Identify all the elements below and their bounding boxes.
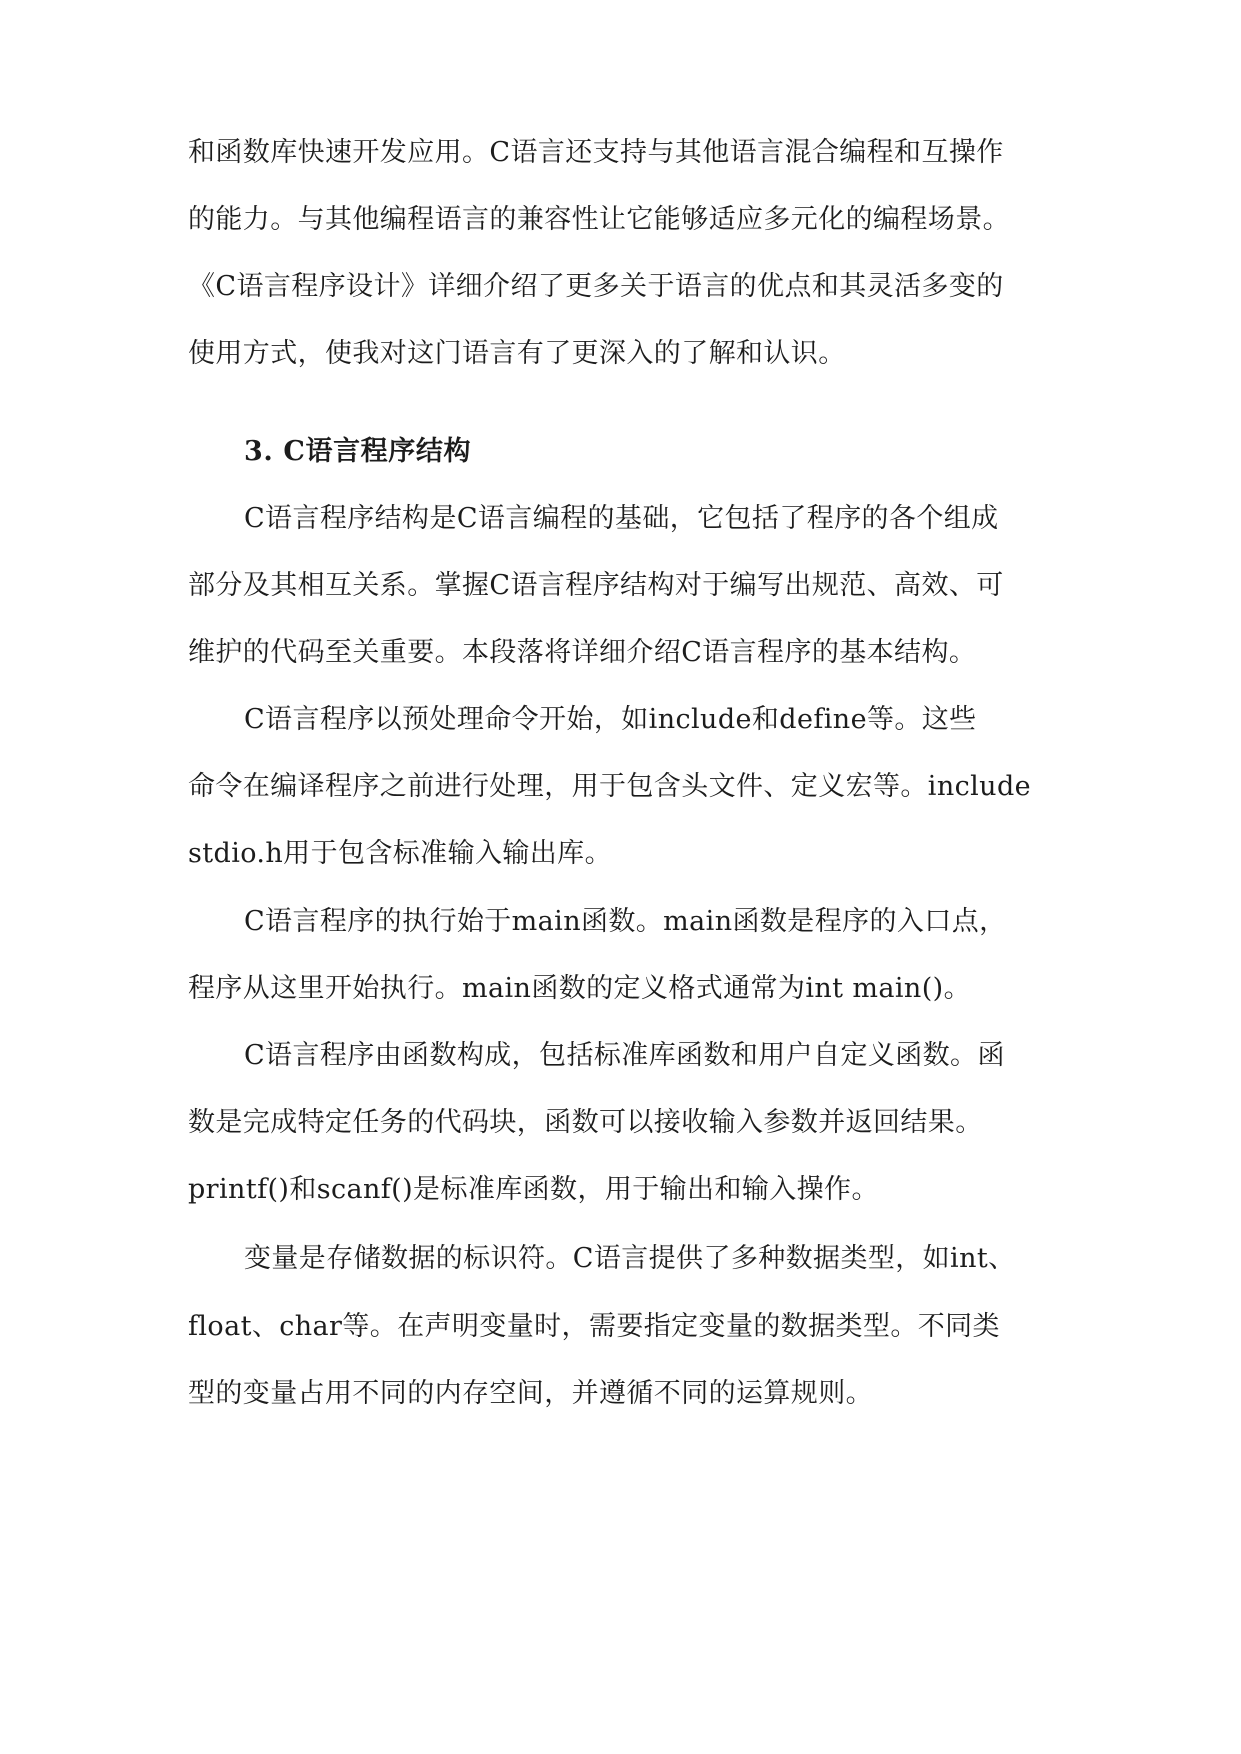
paragraph-preprocessor-line: stdio.h用于包含标准输入输出库。 bbox=[188, 838, 612, 869]
paragraph-variables-line: 型的变量占用不同的内存空间，并遵循不同的运算规则。 bbox=[188, 1378, 873, 1409]
section-heading: 3. C语言程序结构 bbox=[244, 436, 472, 467]
paragraph-functions-line: printf()和scanf()是标准库函数，用于输出和输入操作。 bbox=[188, 1174, 879, 1205]
paragraph-functions-line: C语言程序由函数构成，包括标准库函数和用户自定义函数。函 bbox=[244, 1040, 1005, 1071]
paragraph-intro-line: 和函数库快速开发应用。C语言还支持与其他语言混合编程和互操作 bbox=[188, 137, 1004, 168]
paragraph-main-line: 程序从这里开始执行。main函数的定义格式通常为int main()。 bbox=[188, 973, 971, 1004]
paragraph-structure-line: 维护的代码至关重要。本段落将详细介绍C语言程序的基本结构。 bbox=[188, 637, 977, 668]
paragraph-structure-line: 部分及其相互关系。掌握C语言程序结构对于编写出规范、高效、可 bbox=[188, 570, 1004, 601]
paragraph-intro-line: 的能力。与其他编程语言的兼容性让它能够适应多元化的编程场景。 bbox=[188, 204, 1010, 235]
paragraph-functions-line: 数是完成特定任务的代码块，函数可以接收输入参数并返回结果。 bbox=[188, 1107, 983, 1138]
paragraph-variables-line: float、char等。在声明变量时，需要指定变量的数据类型。不同类 bbox=[188, 1311, 1000, 1342]
paragraph-preprocessor-line: C语言程序以预处理命令开始，如include和define等。这些 bbox=[244, 704, 977, 735]
paragraph-intro-line: 使用方式，使我对这门语言有了更深入的了解和认识。 bbox=[188, 338, 846, 369]
paragraph-preprocessor-line: 命令在编译程序之前进行处理，用于包含头文件、定义宏等。include bbox=[188, 771, 1032, 802]
paragraph-variables-line: 变量是存储数据的标识符。C语言提供了多种数据类型，如int、 bbox=[244, 1243, 1016, 1274]
paragraph-intro-line: 《C语言程序设计》详细介绍了更多关于语言的优点和其灵活多变的 bbox=[188, 271, 1004, 302]
paragraph-structure-line: C语言程序结构是C语言编程的基础，它包括了程序的各个组成 bbox=[244, 503, 999, 534]
paragraph-main-line: C语言程序的执行始于main函数。main函数是程序的入口点， bbox=[244, 906, 1007, 937]
